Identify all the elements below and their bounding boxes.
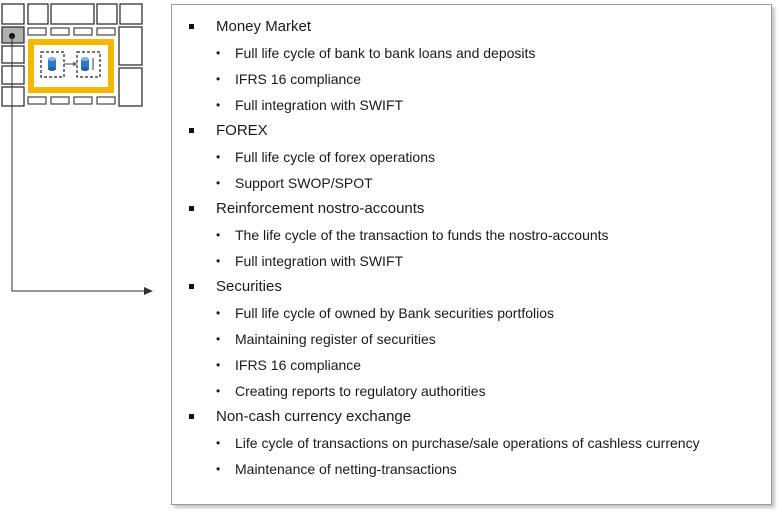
bullet-icon: • [216,98,221,112]
list-item-text: Creating reports to regulatory authorities [235,383,486,399]
list-item [172,300,771,326]
section-title [172,196,771,222]
module-cell [2,87,24,106]
list-item-text: Support SWOP/SPOT [235,175,373,191]
module-strip [74,97,92,104]
module-cell [119,27,142,65]
list-item [172,430,771,456]
section-title-text: Securities [216,278,282,295]
system-architecture-diagram [0,0,165,300]
list-item [172,170,771,196]
bullet-icon: • [216,254,221,268]
section-non-cash-exchange [172,404,771,482]
section-reinforcement-nostro [172,196,771,274]
list-item-text: Full life cycle of owned by Bank securities portfolios [235,305,555,321]
list-item-text: Full integration with SWIFT [235,253,404,269]
list-item-text: Full integration with SWIFT [235,97,404,113]
list-item [172,456,771,482]
list-item [172,92,771,118]
section-securities [172,274,771,404]
module-cell [120,4,142,24]
list-item-text: Full life cycle of forex operations [235,149,435,165]
square-bullet-icon [189,414,194,419]
section-forex [172,118,771,196]
section-title [172,404,771,430]
bullet-icon: • [216,176,221,190]
section-title [172,274,771,300]
bullet-icon: • [216,46,221,60]
module-strip [97,28,115,35]
section-title-text: Money Market [216,18,312,35]
bullet-icon: • [216,72,221,86]
list-item [172,326,771,352]
bullet-icon: • [216,462,221,476]
module-strip [51,28,69,35]
bullet-icon: • [216,306,221,320]
module-cell [97,4,117,24]
square-bullet-icon [189,128,194,133]
module-cell [51,4,94,24]
database-icon [81,57,94,71]
features-list [172,14,771,482]
database-icon [48,57,56,71]
module-strip [74,28,92,35]
section-money-market [172,14,771,118]
module-strip [28,28,46,35]
module-cell [119,68,142,106]
section-title [172,14,771,40]
callout-arrowhead [144,287,153,295]
list-item [172,378,771,404]
square-bullet-icon [189,284,194,289]
module-cell [2,46,24,63]
module-cell [28,4,48,24]
module-strip [51,97,69,104]
bullet-icon: • [216,436,221,450]
square-bullet-icon [189,206,194,211]
list-item [172,40,771,66]
list-item-text: The life cycle of the transaction to funds the nostro-accounts [235,227,609,243]
highlighted-module-frame [31,42,111,90]
section-title [172,118,771,144]
list-item-text: Maintaining register of securities [235,331,436,347]
bullet-icon: • [216,228,221,242]
module-cell [2,4,24,24]
module-strip [97,97,115,104]
bullet-icon: • [216,332,221,346]
list-item-text: IFRS 16 compliance [235,71,362,87]
features-panel [171,4,772,505]
module-cell [2,66,24,84]
list-item [172,222,771,248]
section-title-text: Non-cash currency exchange [216,408,412,425]
list-item [172,352,771,378]
bullet-icon: • [216,384,221,398]
list-item [172,248,771,274]
bullet-icon: • [216,358,221,372]
list-item-text: Maintenance of netting-transactions [235,461,457,477]
section-title-text: FOREX [216,122,268,139]
bullet-icon: • [216,150,221,164]
list-item [172,144,771,170]
module-strip [28,97,46,104]
list-item [172,66,771,92]
section-title-text: Reinforcement nostro-accounts [216,200,425,217]
list-item-text: IFRS 16 compliance [235,357,362,373]
list-item-text: Full life cycle of bank to bank loans and deposits [235,45,536,61]
list-item-text: Life cycle of transactions on purchase/sale operations of cashless currency [235,435,700,451]
square-bullet-icon [189,24,194,29]
